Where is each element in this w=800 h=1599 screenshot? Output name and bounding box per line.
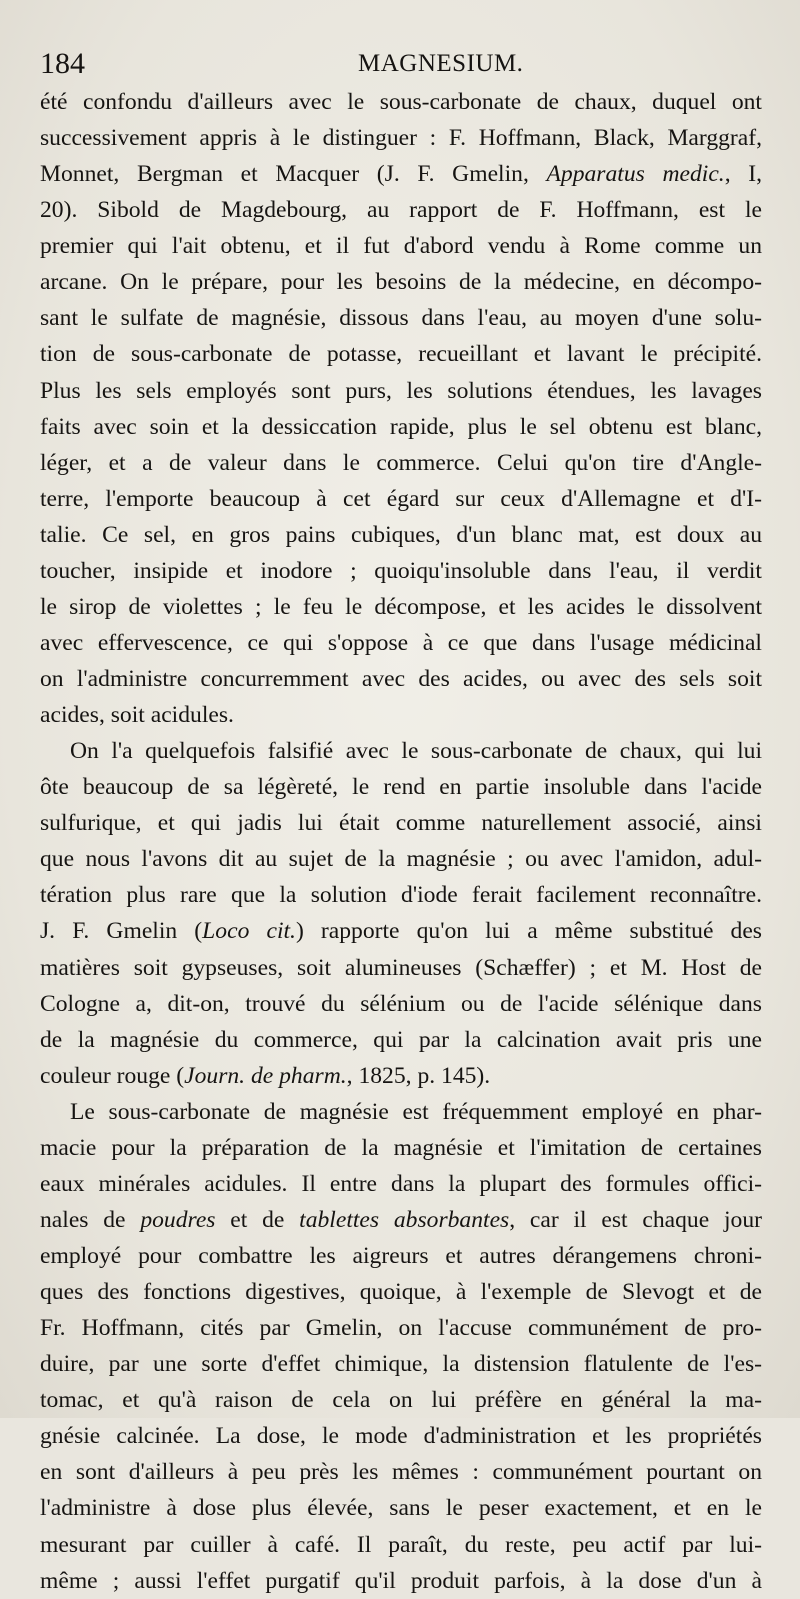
paragraph-end-line: couleur rouge (Journ. de pharm., 1825, p. 145). [40,1062,491,1089]
text-line: duire, par une sorte d'effet chimique, la distension flatulente de l'es- [40,1351,762,1378]
text-line: Plus les sels employés sont purs, les solutions étendues, les lavages [40,377,762,404]
text-line: 20). Sibold de Magdebourg, au rapport de F. Hoffmann, est le [40,197,762,224]
text-line: gnésie calcinée. La dose, le mode d'administration et les propriétés [40,1423,762,1450]
text-line: tion de sous-carbonate de potasse, recueillant et lavant le précipité. [40,341,762,368]
text-line: tomac, et qu'à raison de cela on lui préfère en général la ma- [40,1387,762,1414]
paragraph-start-line: Le sous-carbonate de magnésie est fréquemment employé en phar- [70,1098,762,1125]
text-line: que nous l'avons dit au sujet de la magnésie ; ou avec l'amidon, adul- [40,846,762,873]
text-line: successivement appris à le distinguer : F. Hoffmann, Black, Marggraf, [40,125,762,152]
text-line: J. F. Gmelin (Loco cit.) rapporte qu'on lui a même substitué des [40,918,762,945]
paragraph-end-line: acides, soit acidules. [40,702,234,729]
text-line: ques des fonctions digestives, quoique, à l'exemple de Slevogt et de [40,1279,762,1306]
text-line: arcane. On le prépare, pour les besoins de la médecine, en décompo- [40,269,762,296]
text-line: ôte beaucoup de sa légèreté, le rend en partie insoluble dans l'acide [40,774,762,801]
text-line: employé pour combattre les aigreurs et autres dérangemens chroni- [40,1243,762,1269]
text-line: faits avec soin et la dessiccation rapide, plus le sel obtenu est blanc, [40,413,762,440]
text-line: Fr. Hoffmann, cités par Gmelin, on l'accuse communément de pro- [40,1315,762,1342]
text-line: toucher, insipide et inodore ; quoiqu'insoluble dans l'eau, il verdit [40,557,762,584]
text-line: léger, et a de valeur dans le commerce. Celui qu'on tire d'Angle- [40,449,762,476]
text-line: même ; aussi l'effet purgatif qu'il produit parfois, à la dose d'un à [40,1567,762,1594]
text-line: mesurant par cuiller à café. Il paraît, du reste, peu actif par lui- [40,1531,762,1558]
text-line: été confondu d'ailleurs avec le sous-carbonate de chaux, duquel ont [40,89,762,115]
text-line: matières soit gypseuses, soit alumineuses (Schæffer) ; et M. Host de [40,954,762,981]
text-line: eaux minérales acidules. Il entre dans la plupart des formules offici- [40,1170,762,1197]
text-line: l'administre à dose plus élevée, sans le peser exactement, et en le [40,1495,762,1522]
body-text [40,84,762,1599]
page-header [40,46,760,86]
text-line: nales de poudres et de tablettes absorbantes, car il est chaque jour [40,1206,762,1233]
page-number: 184 [40,47,85,80]
text-line: terre, l'emporte beaucoup à cet égard sur ceux d'Allemagne et d'I- [40,485,762,512]
text-line: de la magnésie du commerce, qui par la calcination avait pris une [40,1026,762,1053]
text-line: avec effervescence, ce qui s'oppose à ce que dans l'usage médicinal [40,629,762,656]
text-line: on l'administre concurremment avec des acides, ou avec des sels soit [40,666,762,692]
text-line: Monnet, Bergman et Macquer (J. F. Gmelin, Apparatus medic., I, [40,161,763,188]
text-line: sulfurique, et qui jadis lui était comme naturellement associé, ainsi [40,810,762,837]
text-line: sant le sulfate de magnésie, dissous dans l'eau, au moyen d'une solu- [40,305,762,332]
text-line: tération plus rare que la solution d'iode ferait facilement reconnaître. [40,882,762,909]
text-line: premier qui l'ait obtenu, et il fut d'abord vendu à Rome comme un [40,233,762,260]
text-line: macie pour la préparation de la magnésie et l'imitation de certaines [40,1134,762,1161]
paragraph-start-line: On l'a quelquefois falsifié avec le sous-carbonate de chaux, qui lui [70,738,762,765]
text-line: le sirop de violettes ; le feu le décompose, et les acides le dissolvent [40,593,762,620]
text-line: Cologne a, dit-on, trouvé du sélénium ou de l'acide sélénique dans [40,990,762,1017]
text-line: en sont d'ailleurs à peu près les mêmes : communément pourtant on [40,1459,762,1486]
running-head: MAGNESIUM. [358,50,524,77]
text-line: talie. Ce sel, en gros pains cubiques, d'un blanc mat, est doux au [40,521,762,548]
